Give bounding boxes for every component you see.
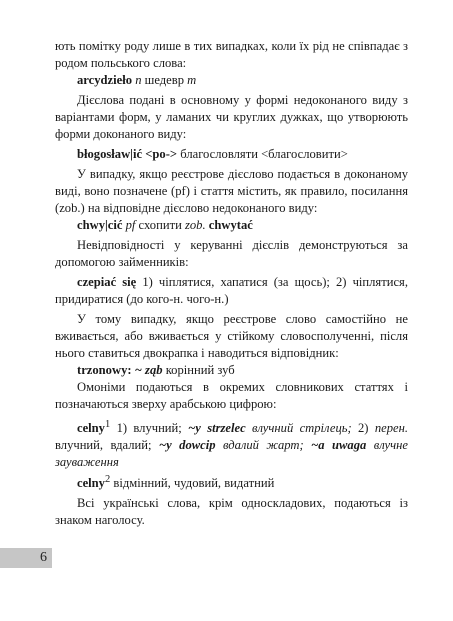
headword: czepiać się xyxy=(77,275,137,289)
sense-number: 2) xyxy=(358,421,369,436)
phrase-translation: влучне зауваження xyxy=(55,438,408,470)
paragraph-1: ють помітку роду лише в тих випадках, коли їх рід не співпадає з родом польського слова: xyxy=(55,39,408,70)
ref-word: chwytać xyxy=(208,218,253,232)
phrase: ~ ząb xyxy=(134,363,163,377)
headword: celny xyxy=(77,421,105,436)
gram-label: m xyxy=(187,73,197,87)
translation: корінний зуб xyxy=(165,363,235,377)
phrase: ~y dowcip xyxy=(158,438,216,453)
homonym-number: 2 xyxy=(104,474,111,486)
example-arcydzielo xyxy=(55,72,408,89)
paragraph-4: Невідповідності у керуванні дієслів демонструються за допомогою займенників: xyxy=(55,238,408,269)
gram-label: перен. xyxy=(374,421,408,436)
headword: błogosław|ić xyxy=(77,147,143,161)
example-blogoslawic xyxy=(55,146,408,163)
example-celny-1 xyxy=(55,416,408,471)
translation: влучний, вдалий; xyxy=(55,438,152,453)
translation: благословляти <благословити> xyxy=(180,147,348,161)
headword: trzonowy: xyxy=(77,363,132,377)
gram-label: n xyxy=(135,73,142,87)
page-body xyxy=(55,38,408,529)
headword: chwy|cić xyxy=(77,218,123,232)
example-trzonowy xyxy=(55,362,408,379)
paragraph-7: Всі українські слова, крім односкладових, подаються із знаком наголосу. xyxy=(55,496,408,528)
headword: celny xyxy=(77,476,105,491)
example-czepiac xyxy=(55,274,408,308)
paragraph-2: Дієслова подані в основному у формі недоконаного виду з варіантами форм, у ламаних чи круглих дужках, що утворюють форми доконаного виду: xyxy=(55,93,408,141)
phrase: ~y strzelec xyxy=(188,421,246,436)
example-chwycic xyxy=(55,217,408,234)
paragraph-3: У випадку, якщо реєстрове дієслово подається в доконаному виді, воно позначене (pf) і стаття містить, як правило, посилання (zob.) на відповідне дієслово недоконаного виду: xyxy=(55,167,408,215)
verb-forms: <po-> xyxy=(145,147,178,161)
homonym-number: 1 xyxy=(104,419,111,430)
translation: схопити xyxy=(138,218,182,232)
paragraph-5: У тому випадку, якщо реєстрове слово самостійно не вживається, або вживається у стійкому словосполученні, після нього ставиться двокрапка і наводиться відповідник: xyxy=(55,312,408,360)
translation: 1) чіплятися, хапатися (за щось); 2) чіплятися, придиратися (до кого-н. чого-н.) xyxy=(55,275,408,306)
gram-label: pf xyxy=(125,218,136,232)
page-number: 6 xyxy=(0,548,52,568)
translation: відмінний, чудовий, видатний xyxy=(113,476,275,491)
phrase: ~a uwaga xyxy=(311,438,367,453)
paragraph-6: Омоніми подаються в окремих словникових статтях і позначаються зверху арабською цифрою: xyxy=(55,380,408,411)
headword: arcydzieło xyxy=(77,73,133,87)
translation: 1) влучний; xyxy=(116,421,182,436)
ref-label: zob. xyxy=(184,218,206,232)
phrase-translation: влучний стрілець; xyxy=(252,421,352,436)
phrase-translation: вдалий жарт; xyxy=(222,438,304,453)
translation: шедевр xyxy=(144,73,185,87)
example-celny-2 xyxy=(55,471,408,492)
